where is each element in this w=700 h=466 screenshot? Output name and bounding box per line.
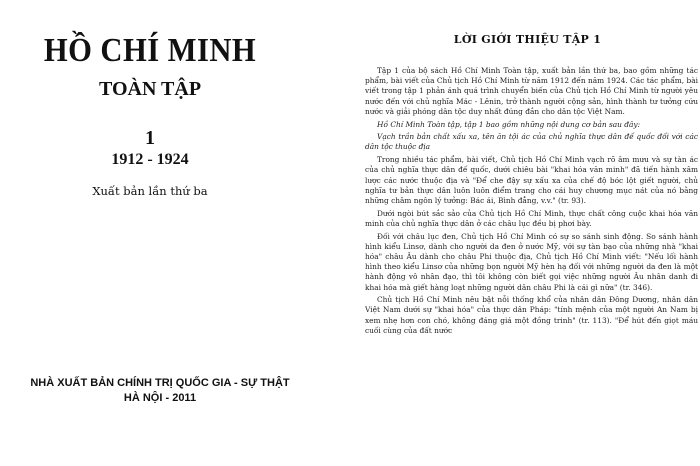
introduction-page	[355, 0, 700, 466]
collection-title: TOÀN TẬP	[98, 78, 202, 100]
paragraph: Hồ Chí Minh Toàn tập, tập 1 bao gồm những nội dung cơ bản sau đây:	[377, 119, 641, 129]
paragraph: Trong nhiều tác phẩm, bài viết, Chủ tịch Hồ Chí Minh vạch rõ âm mưu và sự tàn ác của chủ nghĩa thực dân đế quốc, dưới chiêu bài "khai hóa văn minh" đã tiến hành xâm lược các nước thuộc địa và "Để che đậy sự xấu xa của chế độ bóc lột giết người, chủ nghĩa tư bản thực dân luôn luôn điểm trang cho cái huy chương mục nát của nó bằng những châm ngôn lý tưởng: Bác ái, Bình đẳng, v.v." (tr. 93).	[365, 155, 698, 205]
paragraph: Dưới ngòi bút sắc sảo của Chủ tịch Hồ Chí Minh, thực chất công cuộc khai hóa văn minh của chủ nghĩa thực dân ở các châu lục đều bị phơi bày.	[365, 208, 698, 228]
author-name: HỒ CHÍ MINH	[43, 32, 257, 69]
volume-number: 1	[145, 127, 155, 149]
paragraph: Đối với châu lục đen, Chủ tịch Hồ Chí Minh có sự so sánh sinh động. So sánh hành hình kiểu Linsơ, dành cho người da đen ở nước Mỹ, với sự tàn bạo của những nhà "khai hóa" châu Âu dành cho châu Phi thuộc địa, Chủ tịch Hồ Chí Minh viết: "Nếu lối hành hình theo kiểu Linsơ của những bọn người Mỹ hèn hạ đối với những người da đen là một hành động vô nhân đạo, thì tôi không còn biết gọi việc những người Âu nhân danh đi khai hóa mà giết hàng loạt những người dân châu Phi là cái gì nữa" (tr. 346).	[365, 231, 698, 292]
publication-place-year: HÀ NỘI - 2011	[123, 392, 197, 404]
paragraph: Tập 1 của bộ sách Hồ Chí Minh Toàn tập, xuất bản lần thứ ba, bao gồm những tác phẩm, bài viết của Chủ tịch Hồ Chí Minh từ năm 1912 đến năm 1924. Các tác phẩm, bài viết trong tập 1 phản ánh quá trình chuyển biến của Chủ tịch Hồ Chí Minh từ người yêu nước đến với chủ nghĩa Mác - Lênin, trở thành người cộng sản, hình thành tư tưởng cứu nước và giải phóng dân tộc duy nhất đúng đắn cho dân tộc Việt Nam.	[365, 66, 698, 116]
year-range: 1912 - 1924	[111, 151, 189, 168]
introduction-title: LỜI GIỚI THIỆU TẬP 1	[453, 33, 602, 46]
edition-note: Xuất bản lần thứ ba	[92, 184, 208, 198]
paragraph: Chủ tịch Hồ Chí Minh nêu bật nỗi thống khổ của nhân dân Đông Dương, nhân dân Việt Nam dưới sự "khai hóa" của thực dân Pháp: "tính mệnh của một người An Nam bị xem nhẹ hơn con chó, không đáng giá một đồng trinh" (tr. 113). "Để hút đến giọt máu cuối cùng của đất nước	[365, 295, 698, 335]
section-heading: Vạch trần bản chất xấu xa, tên ăn tội ác của chủ nghĩa thực dân đế quốc đối với các dân tộc thuộc địa	[365, 132, 698, 152]
publisher-name: NHÀ XUẤT BẢN CHÍNH TRỊ QUỐC GIA - SỰ THẬT	[30, 377, 290, 389]
introduction-body	[365, 66, 698, 466]
